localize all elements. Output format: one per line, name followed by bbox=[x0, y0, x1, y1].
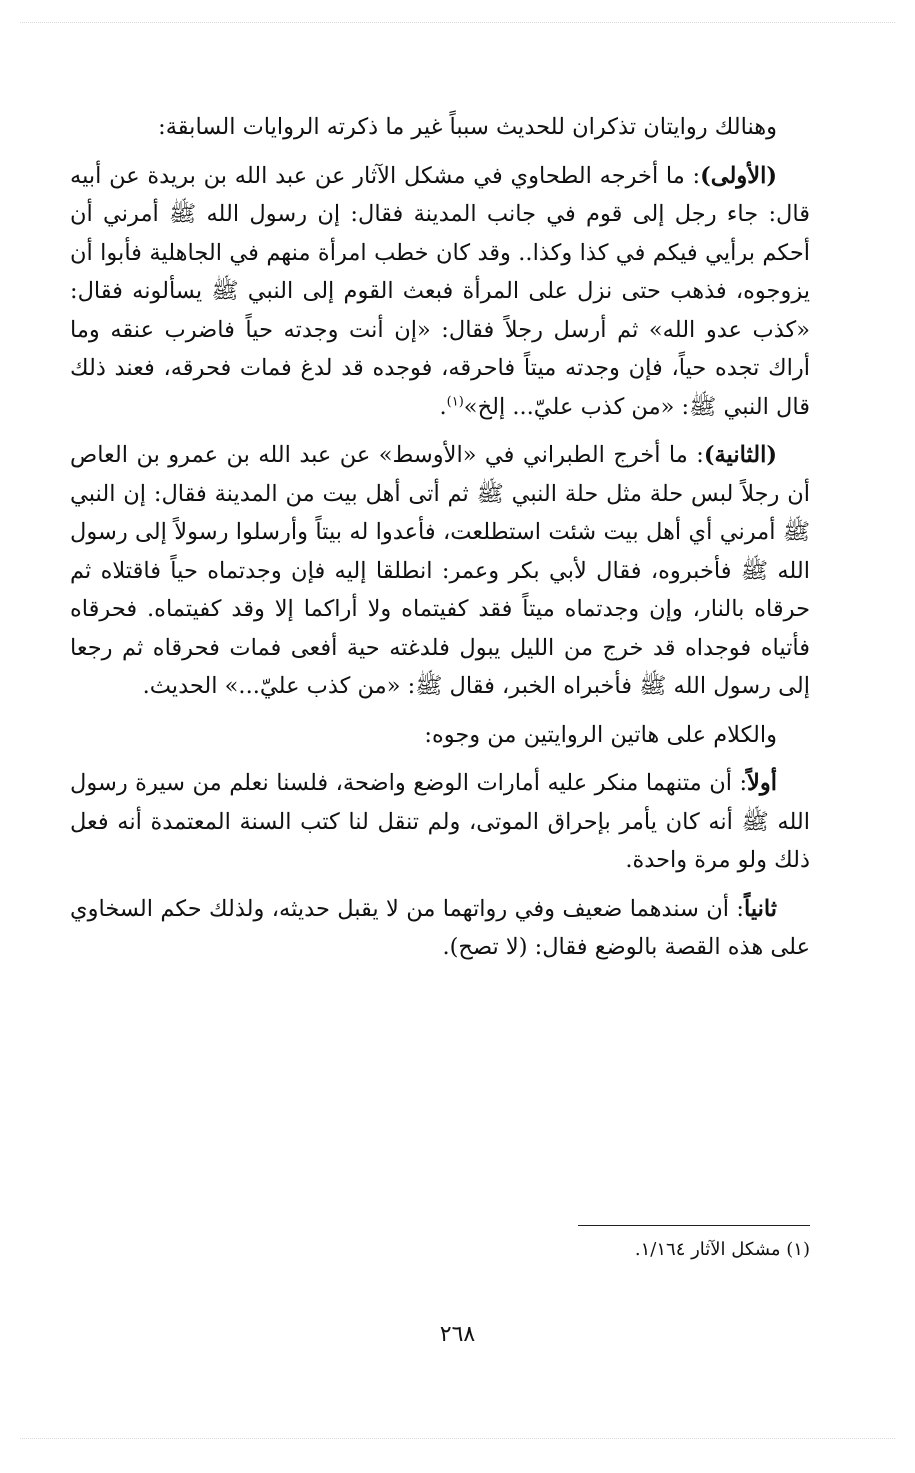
footnote: (١) مشكل الآثار ١/١٦٤. bbox=[634, 1239, 810, 1260]
top-scan-edge bbox=[20, 22, 895, 23]
second-narration-paragraph bbox=[70, 436, 810, 706]
intro-paragraph bbox=[70, 108, 810, 147]
page-number: ٢٦٨ bbox=[439, 1322, 476, 1347]
first-narration-heading: (الأولى) bbox=[700, 162, 777, 189]
point-two-text: : أن سندهما ضعيف وفي رواتهما من لا يقبل حديثه، ولذلك حكم السخاوي على هذه القصة بالوضع فقال: (لا تصح). bbox=[70, 895, 810, 960]
point-two-paragraph bbox=[70, 890, 810, 967]
discussion-text: والكلام على هاتين الروايتين من وجوه: bbox=[424, 721, 777, 748]
point-one-paragraph bbox=[70, 764, 810, 880]
second-narration-text: : ما أخرج الطبراني في «الأوسط» عن عبد الله بن عمرو بن العاص أن رجلاً لبس حلة مثل حلة النبي ﷺ ثم أتى أهل بيت من المدينة فقال: إن النبي ﷺ أمرني أي أهل بيت شئت استطلعت، فأعدوا له بيتاً وأرسلوا رسولاً إلى رسول الله ﷺ فأخبروه، فقال لأبي بكر وعمر: انطلقا إليه فإن وجدتماه حياً فاقتلاه ثم حرقاه بالنار، وإن وجدتماه ميتاً فقد كفيتماه ولا أراكما إلا وقد كفيتماه. فحرقاه فأتياه فوجداه قد خرج من الليل يبول فلدغته حية أفعى فمات فحرقاه ثم رجعا إلى رسول الله ﷺ فأخبراه الخبر، فقال ﷺ: «من كذب عليّ...» الحديث. bbox=[70, 442, 810, 699]
footnote-reference: (١) bbox=[446, 394, 464, 409]
second-narration-heading: (الثانية) bbox=[703, 442, 777, 468]
first-narration-end: . bbox=[439, 393, 447, 420]
point-one-heading: أولاً bbox=[747, 770, 777, 796]
page-body bbox=[70, 108, 810, 1473]
discussion-paragraph bbox=[70, 716, 810, 755]
bottom-scan-edge bbox=[20, 1438, 895, 1439]
point-two-heading: ثانياً bbox=[743, 895, 777, 922]
first-narration-paragraph bbox=[70, 157, 810, 427]
footnote-divider bbox=[578, 1225, 810, 1226]
intro-text: وهنالك روايتان تذكران للحديث سبباً غير ما ذكرته الروايات السابقة: bbox=[158, 114, 777, 140]
point-one-text: : أن متنهما منكر عليه أمارات الوضع واضحة، فلسنا نعلم من سيرة رسول الله ﷺ أنه كان يأمر بإحراق الموتى، ولم تنقل لنا كتب السنة المعتمدة أنه فعل ذلك ولو مرة واحدة. bbox=[70, 770, 810, 873]
first-narration-text: : ما أخرجه الطحاوي في مشكل الآثار عن عبد الله بن بريدة عن أبيه قال: جاء رجل إلى قوم في جانب المدينة فقال: إن رسول الله ﷺ أمرني أن أحكم برأيي فيكم في كذا وكذا.. وقد كان خطب امرأة منهم في الجاهلية فأبوا أن يزوجوه، فذهب حتى نزل على المرأة فبعث القوم إلى النبي ﷺ يسألونه فقال: «كذب عدو الله» ثم أرسل رجلاً فقال: «إن أنت وجدته حياً فاضرب عنقه وما أراك تجده حياً، فإن وجدته ميتاً فاحرقه، فوجده قد لدغ فمات فحرقه، فعند ذلك قال النبي ﷺ: «من كذب عليّ... إلخ» bbox=[70, 162, 810, 420]
